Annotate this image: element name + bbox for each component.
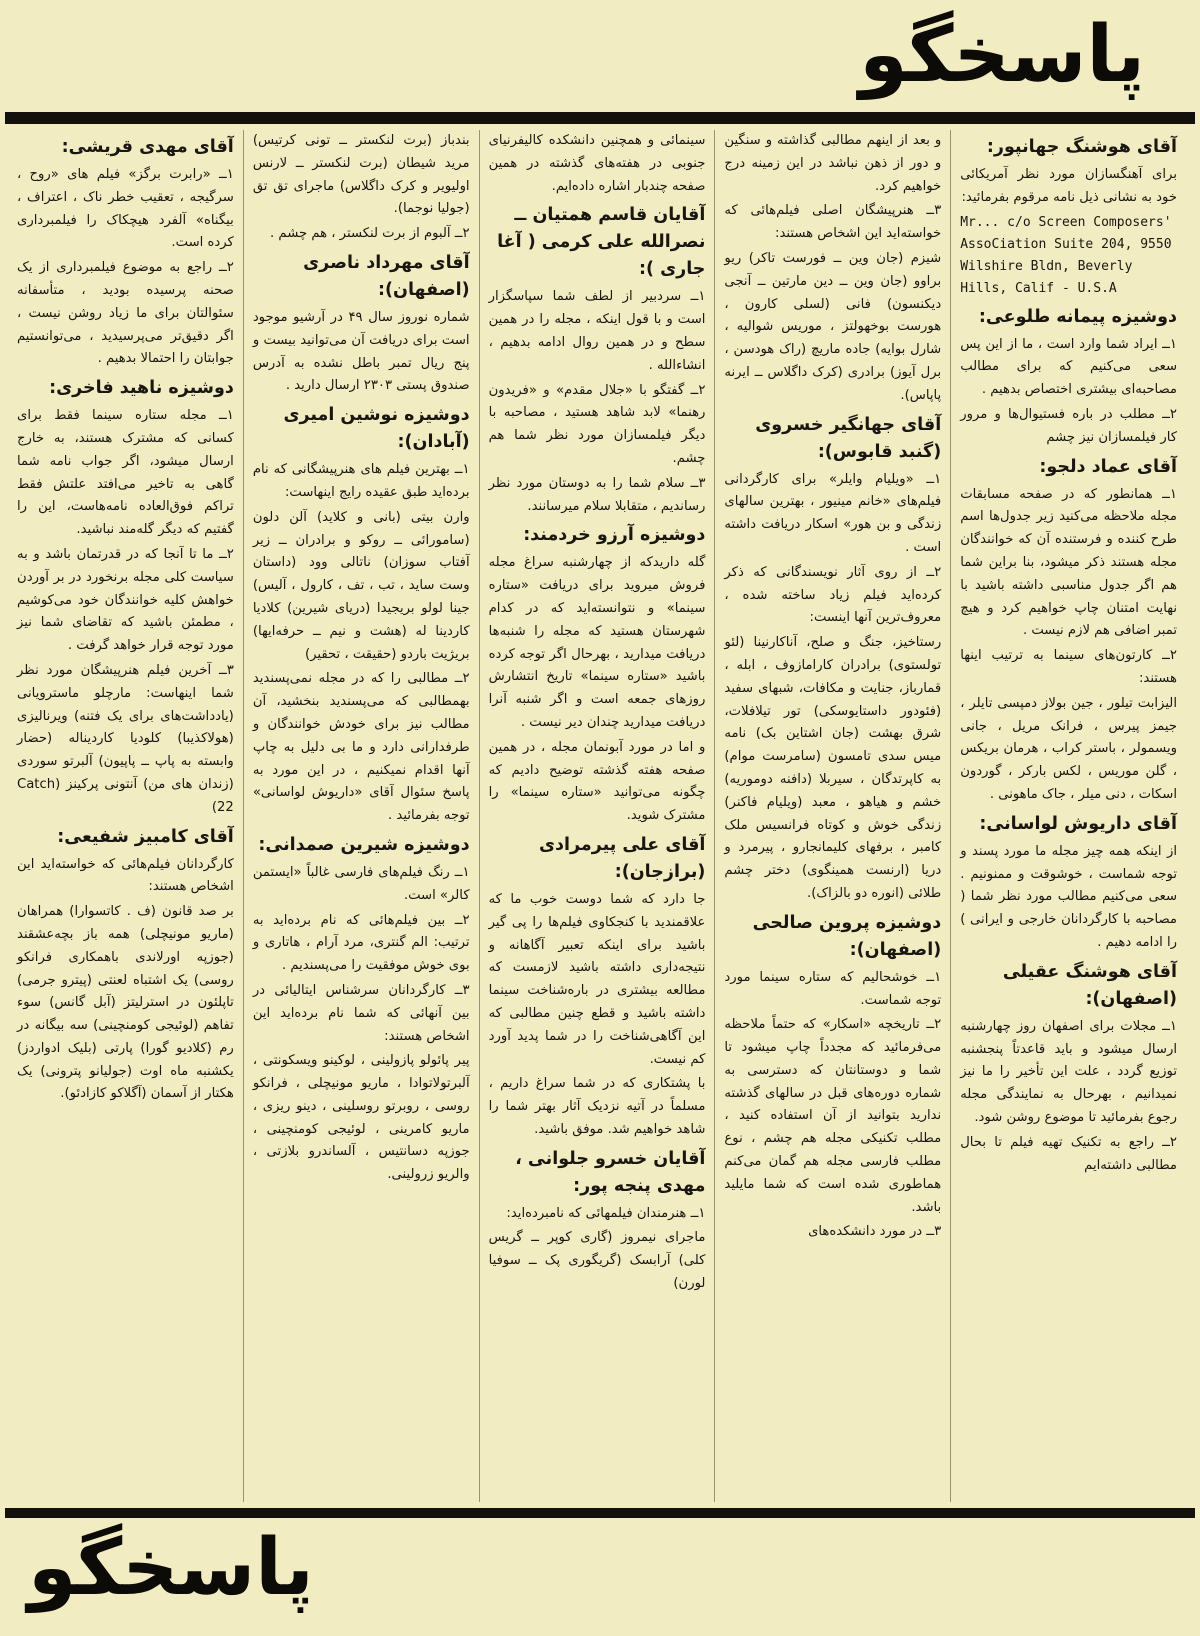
- answer-paragraph: الیزابت تیلور ، جین بولاز دمپسی تایلر ، جیمز پیرس ، فرانک مریل ، جانی ویسمولر ، باستر کراب ، هرمان بریکس ، گلن موریس ، لکس بارکر ، گوردون اسکات ، دنی میلر ، جاک ماهونی .: [960, 695, 1177, 802]
- column-5: [8, 130, 244, 1502]
- answer-paragraph: ۲ــ مطالبی را که در مجله نمی‌پسندید بهمطالبی که می‌پسندید بنخشید، آن مطالب نیز برای خودش خوانندگان و طرفدارانی دارد و ما بی دلیل به چاپ آنها اقدام نمیکنیم ، در این مورد به پاسخ سئوال آقای «داریوش لواسانی» توجه بفرمائید .: [252, 671, 470, 824]
- answer-paragraph: جا دارد که شما دوست خوب ما که علاقمندید با کنجکاوی فیلم‌ها را پی گیر باشید برای اینکه تعبیر آگاهانه و نتیجه‌داری داشته باشید لازمست که مطالعه بیشتری در باره‌شناخت سینما داشته باشید و قطع چنین مطالبی که این آگاهی‌شناخت را در شما پدید آورد کم نیست.: [488, 891, 706, 1067]
- reader-name-heading: آقای کامبیز شفیعی:: [57, 826, 234, 847]
- answer-paragraph: ۳ــ سلام شما را به دوستان مورد نظر رساندیم ، متقابلا سلام میرسانند.: [488, 475, 706, 514]
- reader-name-heading: آقایان قاسم همتیان ــ نصرالله علی کرمی ( آغا جاری ):: [497, 205, 706, 280]
- answer-paragraph: ۲ــ راجع به تکنیک تهیه فیلم تا بحال مطالبی داشته‌ایم: [960, 1134, 1177, 1173]
- answer-paragraph: ۳ــ آخرین فیلم هنرپیشگان مورد نظر شما اینهاست: مارچلو ماسترویانی (یادداشت‌های برای یک فتنه) ویرنالیزی (هولاکذیبا) کلودیا کاردیناله (حضار وابسته به پاپ ــ پاپیون) آلبرتو سوردی (زندان های من) آنتونی پرکینز (Catch 22): [17, 662, 234, 815]
- reader-name-heading: دوشیزه نوشین امیری (آبادان):: [283, 405, 470, 453]
- answer-paragraph: ۱ــ مجله ستاره سینما فقط برای کسانی که مشترک هستند، به خارج ارسال میشود، اگر جواب نامه شما گاهی به تاخیر می‌افتد علتش فقط تراکم فوق‌العاده نامه‌هاست، این را گفتیم که دیگر گله‌مند نباشید.: [17, 408, 234, 538]
- answer-paragraph: شماره نوروز سال ۴۹ در آرشیو موجود است برای دریافت آن می‌توانید بیست و پنج ریال تمبر باطل نشده به آدرس صندوق پستی ۲۳۰۳ ارسال دارید .: [252, 309, 470, 394]
- answer-paragraph: ۱ــ خوشحالیم که ستاره سینما مورد توجه شماست.: [724, 969, 942, 1008]
- reader-name-heading: دوشیزه شیرین صمدانی:: [258, 834, 470, 855]
- answer-paragraph: ۲ــ ما تا آنجا که در قدرتمان باشد و به سیاست کلی مجله برنخورد در بر آوردن خواهش کلیه خوانندگان خود می‌کوشیم ، مطمئن باشید که تقاضای شما نیز مورد توجه قرار خواهد گرفت .: [17, 546, 234, 654]
- answer-paragraph: ۱ــ بهترین فیلم های هنرپیشگانی که نام برده‌اید طبق عقیده رایج اینهاست:: [252, 462, 470, 500]
- answer-paragraph: ماجرای نیمروز (گاری کوپر ــ گریس کلی) آرابسک (گریگوری پک ــ سوفیا لورن): [488, 1230, 706, 1292]
- reader-name-heading: آقایان خسرو جلوانی ، مهدی پنجه پور:: [515, 1148, 706, 1196]
- answer-paragraph: کارگردانان فیلم‌هائی که خواسته‌اید این اشخاص هستند:: [17, 856, 234, 895]
- reader-name-heading: آقای مهدی قریشی:: [61, 137, 234, 157]
- answer-paragraph: رستاخیز، جنگ و صلح، آناکارنینا (لئو تولستوی) برادران کارامازوف ، ابله ، قمارباز، جنایت و مکافات، شبهای سفید (فئودور داستایوسکی) تور تیلافلات، شرق بهشت (جان اشتاین بک) نامه میس سدی تامسون (سامرست موام) به کاپرتدگان ، سیربلا (دافنه دوموریه) خشم و هیاهو ، معبد (ویلیام فاکنر) زندگی خوش و کوتاه فرانسیس ملک کامبر ، برفهای کلیمانجارو ، پیرمرد و دریا (ارنست همینگوی) دختر چشم طلائی (انوره دو بالزاک).: [724, 635, 942, 901]
- answer-paragraph: ۱ــ هنرمندان فیلمهائی که نامبرده‌اید:: [506, 1205, 706, 1221]
- reader-name-heading: دوشیزه آرزو خردمند:: [523, 525, 706, 546]
- answer-paragraph: و بعد از اینهم مطالبی گذاشته و سنگین و دور از ذهن نباشد در این زمینه درج خواهیم کرد.: [724, 133, 942, 194]
- answer-paragraph: ۲ــ بین فیلم‌هائی که نام برده‌اید به ترتیب: الم گنتری، مرد آرام ، هاتاری و بوی خوش موفقیت را می‌پسندیم .: [252, 912, 470, 974]
- reader-name-heading: دوشیزه ناهید فاخری:: [49, 378, 234, 399]
- column-2: [715, 130, 951, 1502]
- answer-paragraph: ۲ــ از روی آثار نویسندگانی که ذکر کرده‌اید فیلم زیاد ساخته شده ، معروف‌ترین آنها اینست:: [724, 564, 942, 626]
- answer-paragraph: ۱ــ ایراد شما وارد است ، ما از این پس سعی می‌کنیم که برای مطالب مصاحبه‌ای بیشتری اختصاص بدهیم .: [960, 336, 1177, 398]
- answer-paragraph: ۱ــ رنگ فیلم‌های فارسی غالباً «ایستمن کالر» است.: [252, 864, 470, 903]
- answer-paragraph: ۲ــ تاریخچه «اسکار» که حتماً ملاحظه می‌فرمائید که مجدداً چاپ میشود تا شما و دوستانتان که دسترسی به شماره دوره‌های قبل در سالهای گذشته ندارید بتوانید از آن استفاده کنید ، مطلب تکنیکی مجله هم چشم ، نوع مطلب فارسی مجله هم گمان می‌کنم هماطوری شده است که شما مایلید باشد.: [724, 1017, 942, 1215]
- answer-paragraph: بندباز (برت لنکستر ــ تونی کرتیس) مرید شیطان (برت لنکستر ــ لارنس اولیویر و کرک داگلاس) ماجرای تق تق (جولیا نوجما).: [252, 133, 470, 217]
- answer-paragraph: ۱ــ سردبیر از لطف شما سپاسگزار است و با قول اینکه ، مجله را در همین سطح و در همین روال ادامه بدهیم ، انشاءالله .: [488, 289, 706, 373]
- answer-paragraph: ۲ــ راجع به موضوع فیلمبرداری از یک صحنه پرسیده بودید ، متأسفانه سئوالتان برای ما زیاد روشن نیست ، اگر دقیق‌تر می‌پرسیدید ، می‌توانستیم جوابتان را احتمالا بدهیم .: [17, 260, 234, 367]
- answer-paragraph: ۱ــ «ویلیام وایلر» برای کارگردانی فیلم‌های «خانم مینیور ، بهترین سالهای زندگی و بن هور» اسکار دریافت داشته است .: [724, 471, 942, 555]
- answer-paragraph: ۲ــ گفتگو با «جلال مقدم» و «فریدون رهنما» لابد شاهد هستید ، مصاحبه با دیگر فیلمسازان مورد نظر شما هم چشم.: [488, 382, 706, 466]
- answer-paragraph: پیر پائولو پازولینی ، لوکینو ویسکونتی ، آلبرتولاتوادا ، ماریو مونیچلی ، فرانکو روسی ، روبرتو روسلینی ، دینو ریزی ، ماریو کامرینی ، لوئیجی کومنچینی ، جوزپه دسانتیس ، آلساندرو بلازتی ، والریو زرولینی.: [252, 1053, 470, 1183]
- column-4: [244, 130, 480, 1502]
- article-columns: [8, 130, 1186, 1502]
- answer-paragraph: شیزم (جان وین ــ فورست تاکر) ریو براوو (جان وین ــ دین مارتین ــ آنجی دیکنسون) فانی (لسلی کارون ، هورست بوخهولتز ، موریس شوالیه ، شارل بوایه) جاده ماریچ (راک هودسن ، برل آیوز) برادری (کرک داگلاس ــ ایرنه پاپاس).: [724, 250, 942, 403]
- answer-paragraph: و اما در مورد آبونمان مجله ، در همین صفحه هفته گذشته توضیح دادیم که چگونه می‌توانید «ستاره سینما» را مشترک شوید.: [488, 739, 706, 824]
- masthead-title: پاسخگو: [859, 10, 1145, 100]
- top-rule: [5, 112, 1195, 124]
- answer-paragraph: وارن بیتی (بانی و کلاید) آلن دلون (سامورائی ــ روکو و برادران ــ زیر آفتاب سوزان) ناتالی وود (داستان وست ساید ، تب ، تف ، کارول ، آلیس) جینا لولو بریجیدا (دریای شیرین) کلادیا کاردینا له (هشت و نیم ــ حرفه‌ایها) بریژیت باردو (حقیقت ، تحقیر): [252, 509, 470, 662]
- answer-paragraph: با پشتکاری که در شما سراغ داریم ، مسلماً در آتیه نزدیک آثار بهتر شما را شاهد خواهیم شد. موفق باشید.: [488, 1076, 706, 1137]
- answer-paragraph: ۳ــ در مورد دانشکده‌های: [808, 1224, 942, 1240]
- reader-name-heading: آقای مهرداد ناصری (اصفهان):: [303, 252, 470, 300]
- answer-paragraph: ۱ــ مجلات برای اصفهان روز چهارشنبه ارسال میشود و باید قاعدتاً پنجشنبه توزیع گردد ، علت این تأخیر را ما نیز نمیدانیم ، بهرحال به نمایندگی مجله رجوع بفرمائید تا موضوع روشن شود.: [960, 1018, 1177, 1125]
- answer-paragraph: ۲ــ مطلب در باره فستیوال‌ها و مرور کار فیلمسازان نیز چشم: [960, 406, 1177, 445]
- answer-paragraph: برای آهنگسازان مورد نظر آمریکائی خود به نشانی ذیل نامه مرقوم بفرمائید:: [960, 167, 1177, 205]
- reader-name-heading: آقای علی پیرمرادی (برازجان):: [539, 834, 706, 882]
- reader-name-heading: آقای عماد دلجو:: [1039, 456, 1177, 477]
- column-1: [951, 130, 1186, 1502]
- answer-paragraph: ۳ــ کارگردانان سرشناس ایتالیائی در بین آنهائی که شما نام برده‌اید این اشخاص هستند:: [252, 982, 470, 1044]
- answer-paragraph: از اینکه همه چیز مجله ما مورد پسند و توجه شماست ، خوشوقت و ممنونیم . سعی می‌کنیم مطالب مورد نظر شما ( مصاحبه با کارگردانان خارجی و ایرانی ) را ادامه دهیم .: [960, 843, 1177, 950]
- footer-masthead-title: پاسخگو: [28, 1523, 314, 1613]
- reader-name-heading: آقای داریوش لواسانی:: [979, 813, 1177, 834]
- answer-paragraph: ۲ــ کارتون‌های سینما به ترتیب اینها هستند:: [960, 648, 1177, 686]
- answer-paragraph: گله داریدکه از چهارشنبه سراغ مجله فروش میروید برای دریافت «ستاره سینما» و نتوانسته‌اید که در کدام شهرستان هستید که مجله را شنبه‌ها دریافت میدارید ، بهرحال اگر توجه کرده باشید «ستاره سینما» تاریخ انتشارش روزهای جمعه است و اگر شنبه آنرا دریافت میدارید چندان دیر نیست .: [488, 555, 706, 730]
- answer-paragraph: ۳ــ هنرپیشگان اصلی فیلم‌هائی که خواسته‌اید این اشخاص هستند:: [724, 203, 942, 242]
- bottom-rule: [5, 1508, 1195, 1518]
- address-block: Mr... c/o Screen Composers' AssoCiation Suite 204, 9550 Wilshire Bldn, Beverly Hills, Calif - U.S.A: [960, 214, 1172, 296]
- reader-name-heading: دوشیزه پروین صالحی (اصفهان):: [752, 912, 942, 960]
- answer-paragraph: ۱ــ همانطور که در صفحه مسابقات مجله ملاحظه می‌کنید زیر جدول‌ها اسم طرح کننده و فرستنده آن که خوانندگان مجله هستند ذکر میشود، بنا براین شما هم اگر جدول مناسبی داشته باشید با نهایت امتنان چاپ خواهیم کرد و هیچ تمبر اضافی هم لازم نیست .: [960, 486, 1177, 639]
- reader-name-heading: آقای جهانگیر خسروی (گنبد قابوس):: [755, 414, 942, 462]
- reader-name-heading: آقای هوشنگ جهانپور:: [986, 137, 1177, 157]
- reader-name-heading: دوشیزه پیمانه طلوعی:: [978, 306, 1177, 327]
- answer-paragraph: سینمائی و همچنین دانشکده کالیفرنیای جنوبی در هفته‌های گذشته در همین صفحه چندبار اشاره داده‌ایم.: [488, 133, 706, 194]
- answer-paragraph: ۱ــ «رابرت برگز» فیلم های «روح ، سرگیجه ، تعقیب خطر ناک ، اعتراف ، بیگناه» آلفرد هیچکاک را فیلمبرداری کرده است.: [17, 167, 234, 251]
- reader-name-heading: آقای هوشنگ عقیلی (اصفهان):: [1002, 961, 1177, 1009]
- answer-paragraph: ۲ــ آلبوم از برت لنکستر ، هم چشم .: [270, 226, 470, 242]
- column-3: [480, 130, 716, 1502]
- answer-paragraph: بر صد قانون (ف . کاتسوارا) همراهان (ماریو مونیچلی) همه باز بچه‌عشقند (جوزپه اورلاندی باهمکاری فرانکو روسی) یک اشتباه لعنتی (پیترو جرمی) تاپلئون در استرلیتز (آبل گانس) سوء تفاهم (لوئیجی کومنچینی) سه بیگانه در رم (کلادیو گورا) پارتی (بلیک ادواردز) یکشنبه ماه اوت (جولیانو پترونی) یک هکتار از آسمان (آگلاکو کازادئو).: [17, 904, 234, 1102]
